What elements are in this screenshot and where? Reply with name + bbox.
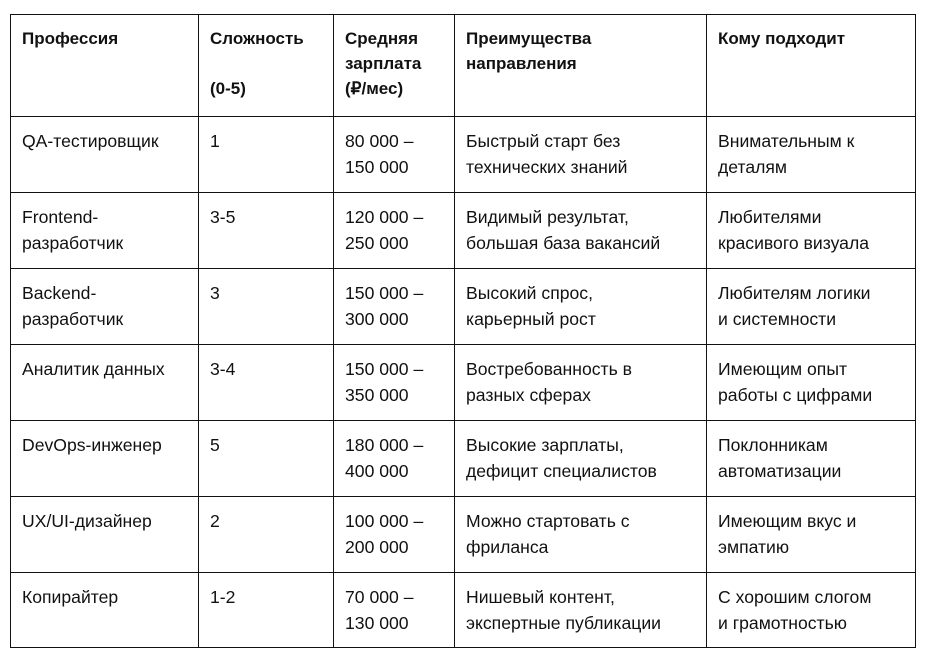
cell-salary <box>334 269 455 345</box>
cell-salary-line: 180 000 – <box>345 435 424 455</box>
cell-advantages-line: фриланса <box>466 537 549 557</box>
cell-advantages <box>455 345 707 421</box>
cell-suits-line: Внимательным к <box>718 131 855 151</box>
cell-difficulty <box>199 421 334 497</box>
cell-difficulty-value: 1 <box>210 131 220 151</box>
cell-salary-line: 300 000 <box>345 309 409 329</box>
header-difficulty-label: Сложность <box>210 29 304 48</box>
cell-salary-line: 350 000 <box>345 385 409 405</box>
cell-salary <box>334 497 455 573</box>
cell-profession-line: Копирайтер <box>22 587 119 607</box>
cell-suits <box>707 421 916 497</box>
header-advantages-line1: Преимущества <box>466 29 592 48</box>
cell-salary-line: 150 000 – <box>345 283 424 303</box>
cell-difficulty <box>199 497 334 573</box>
cell-profession <box>11 497 199 573</box>
cell-difficulty <box>199 269 334 345</box>
cell-suits-line: работы с цифрами <box>718 385 873 405</box>
cell-suits <box>707 193 916 269</box>
cell-suits-line: автоматизации <box>718 461 842 481</box>
cell-profession-line: разработчик <box>22 233 124 253</box>
table-row <box>11 345 916 421</box>
cell-salary-line: 200 000 <box>345 537 409 557</box>
cell-difficulty <box>199 345 334 421</box>
cell-advantages <box>455 193 707 269</box>
header-profession <box>11 15 199 117</box>
professions-table <box>10 14 916 648</box>
cell-suits-line: Имеющим опыт <box>718 359 848 379</box>
cell-suits-line: Поклонникам <box>718 435 828 455</box>
cell-advantages-line: экспертные публикации <box>466 613 661 633</box>
cell-salary-line: 150 000 – <box>345 359 424 379</box>
cell-difficulty-value: 5 <box>210 435 220 455</box>
table-row <box>11 573 916 648</box>
cell-advantages-line: Видимый результат, <box>466 207 629 227</box>
cell-suits-line: Любителями <box>718 207 822 227</box>
cell-difficulty-value: 2 <box>210 511 220 531</box>
header-salary-line2: зарплата <box>345 54 422 73</box>
cell-advantages-line: Нишевый контент, <box>466 587 615 607</box>
cell-advantages-line: Можно стартовать с <box>466 511 630 531</box>
cell-suits-line: Имеющим вкус и <box>718 511 857 531</box>
cell-salary-line: 400 000 <box>345 461 409 481</box>
cell-advantages-line: технических знаний <box>466 157 628 177</box>
cell-advantages-line: Высокий спрос, <box>466 283 593 303</box>
header-salary-line3: (₽/мес) <box>345 79 404 98</box>
cell-salary-line: 100 000 – <box>345 511 424 531</box>
cell-profession <box>11 345 199 421</box>
header-difficulty-scale: (0-5) <box>210 79 246 98</box>
table-row <box>11 497 916 573</box>
cell-advantages-line: Востребованность в <box>466 359 633 379</box>
cell-profession <box>11 117 199 193</box>
cell-difficulty <box>199 117 334 193</box>
cell-salary-line: 80 000 – <box>345 131 414 151</box>
cell-suits-line: С хорошим слогом <box>718 587 872 607</box>
cell-salary <box>334 117 455 193</box>
cell-suits <box>707 497 916 573</box>
cell-advantages-line: Высокие зарплаты, <box>466 435 624 455</box>
cell-profession <box>11 421 199 497</box>
table-row <box>11 269 916 345</box>
cell-suits-line: и системности <box>718 309 837 329</box>
header-salary-line1: Средняя <box>345 29 419 48</box>
cell-advantages-line: Быстрый старт без <box>466 131 621 151</box>
header-advantages <box>455 15 707 117</box>
cell-salary-line: 130 000 <box>345 613 409 633</box>
table-body <box>11 117 916 648</box>
cell-suits-line: Любителям логики <box>718 283 871 303</box>
cell-salary <box>334 421 455 497</box>
cell-profession-line: DevOps-инженер <box>22 435 162 455</box>
cell-salary <box>334 573 455 648</box>
cell-profession-line: Аналитик данных <box>22 359 165 379</box>
cell-difficulty-value: 3 <box>210 283 220 303</box>
cell-suits-line: красивого визуала <box>718 233 870 253</box>
table-row <box>11 117 916 193</box>
header-advantages-line2: направления <box>466 54 577 73</box>
cell-salary-line: 120 000 – <box>345 207 424 227</box>
header-suits <box>707 15 916 117</box>
header-suits-label: Кому подходит <box>718 29 846 48</box>
cell-profession-line: Backend- <box>22 283 97 303</box>
cell-salary-line: 70 000 – <box>345 587 414 607</box>
cell-profession-line: Frontend- <box>22 207 99 227</box>
cell-difficulty <box>199 193 334 269</box>
cell-suits <box>707 573 916 648</box>
cell-profession <box>11 573 199 648</box>
header-salary <box>334 15 455 117</box>
cell-salary-line: 250 000 <box>345 233 409 253</box>
cell-advantages <box>455 497 707 573</box>
cell-advantages <box>455 117 707 193</box>
cell-suits <box>707 345 916 421</box>
table-header <box>11 15 916 117</box>
cell-advantages-line: разных сферах <box>466 385 591 405</box>
cell-difficulty <box>199 573 334 648</box>
cell-difficulty-value: 3-5 <box>210 207 236 227</box>
header-profession-label: Профессия <box>22 29 119 48</box>
cell-salary-line: 150 000 <box>345 157 409 177</box>
cell-suits-line: и грамотностью <box>718 613 847 633</box>
cell-suits-line: эмпатию <box>718 537 790 557</box>
cell-advantages <box>455 269 707 345</box>
header-difficulty <box>199 15 334 117</box>
cell-advantages-line: большая база вакансий <box>466 233 661 253</box>
cell-advantages <box>455 421 707 497</box>
cell-salary <box>334 193 455 269</box>
cell-suits-line: деталям <box>718 157 788 177</box>
table-row <box>11 193 916 269</box>
table-row <box>11 421 916 497</box>
cell-profession <box>11 193 199 269</box>
cell-difficulty-value: 1-2 <box>210 587 236 607</box>
header-row <box>11 15 916 117</box>
cell-advantages-line: дефицит специалистов <box>466 461 657 481</box>
cell-salary <box>334 345 455 421</box>
cell-difficulty-value: 3-4 <box>210 359 236 379</box>
cell-profession-line: UX/UI-дизайнер <box>22 511 152 531</box>
cell-advantages <box>455 573 707 648</box>
cell-advantages-line: карьерный рост <box>466 309 596 329</box>
cell-suits <box>707 117 916 193</box>
cell-suits <box>707 269 916 345</box>
cell-profession-line: QA-тестировщик <box>22 131 159 151</box>
cell-profession <box>11 269 199 345</box>
cell-profession-line: разработчик <box>22 309 124 329</box>
